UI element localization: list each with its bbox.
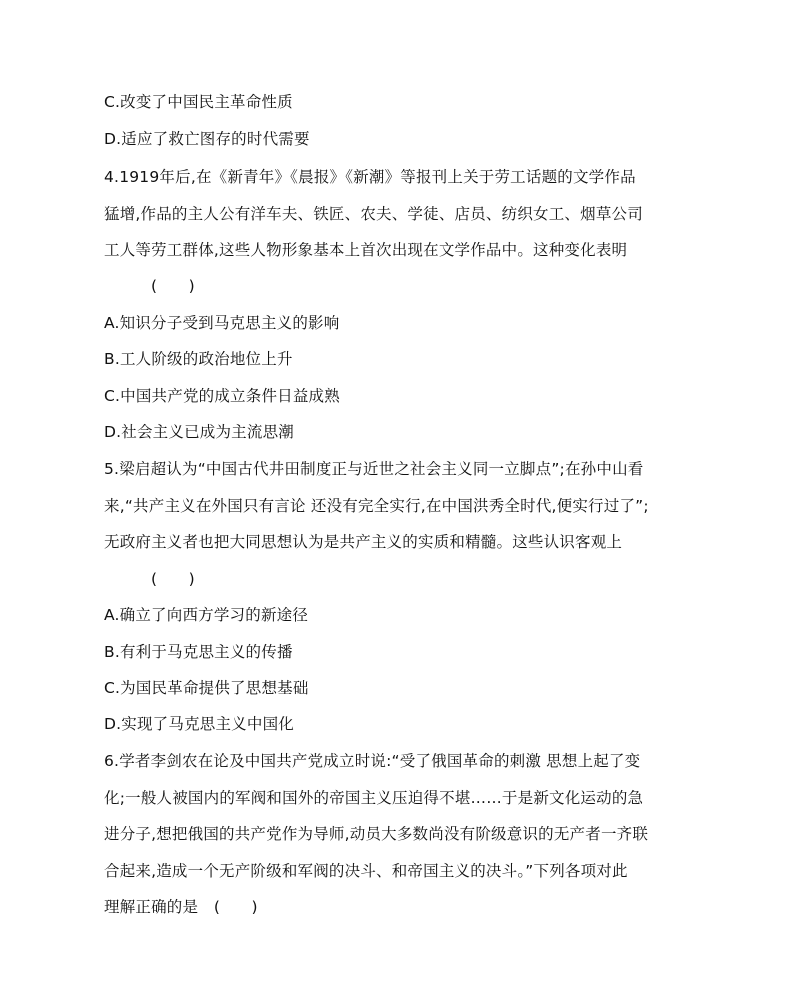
q5-option-d: D.实现了马克思主义中国化 <box>104 715 294 733</box>
q6-stem-line-3: 进分子,想把俄国的共产党作为导师,动员大多数尚没有阶级意识的无产者一齐联 <box>104 825 649 843</box>
q3-option-c: C.改变了中国民主革命性质 <box>104 93 293 111</box>
q4-stem-line-1: 4.1919年后,在《新青年》《晨报》《新潮》等报刊上关于劳工话题的文学作品 <box>104 168 636 186</box>
q5-stem-line-2: 来,“共产主义在外国只有言论 还没有完全实行,在中国洪秀全时代,便实行过了”; <box>104 497 649 515</box>
q4-stem-line-2: 猛增,作品的主人公有洋车夫、铁匠、农夫、学徒、店员、纺织女工、烟草公司 <box>104 205 643 223</box>
q5-option-b: B.有利于马克思主义的传播 <box>104 643 293 661</box>
q6-stem-line-5: 理解正确的是 ( ) <box>104 898 258 916</box>
q4-stem-line-3: 工人等劳工群体,这些人物形象基本上首次出现在文学作品中。这种变化表明 <box>104 241 628 259</box>
q6-stem-line-4: 合起来,造成一个无产阶级和军阀的决斗、和帝国主义的决斗。”下列各项对此 <box>104 862 628 880</box>
q6-stem-line-2: 化;一般人被国内的军阀和国外的帝国主义压迫得不堪……于是新文化运动的急 <box>104 789 644 807</box>
q5-option-c: C.为国民革命提供了思想基础 <box>104 679 309 697</box>
q5-stem-line-1: 5.梁启超认为“中国古代井田制度正与近世之社会主义同一立脚点”;在孙中山看 <box>104 460 644 478</box>
q5-answer-blank: ( ) <box>151 570 195 588</box>
q3-option-d: D.适应了救亡图存的时代需要 <box>104 130 310 148</box>
q5-option-a: A.确立了向西方学习的新途径 <box>104 606 309 624</box>
q4-option-c: C.中国共产党的成立条件日益成熟 <box>104 387 340 405</box>
q4-option-b: B.工人阶级的政治地位上升 <box>104 350 293 368</box>
q4-answer-blank: ( ) <box>151 277 195 295</box>
q6-stem-line-1: 6.学者李剑农在论及中国共产党成立时说:“受了俄国革命的刺激 思想上起了变 <box>104 752 641 770</box>
q4-option-d: D.社会主义已成为主流思潮 <box>104 423 294 441</box>
q5-stem-line-3: 无政府主义者也把大同思想认为是共产主义的实质和精髓。这些认识客观上 <box>104 533 623 551</box>
q4-option-a: A.知识分子受到马克思主义的影响 <box>104 314 340 332</box>
